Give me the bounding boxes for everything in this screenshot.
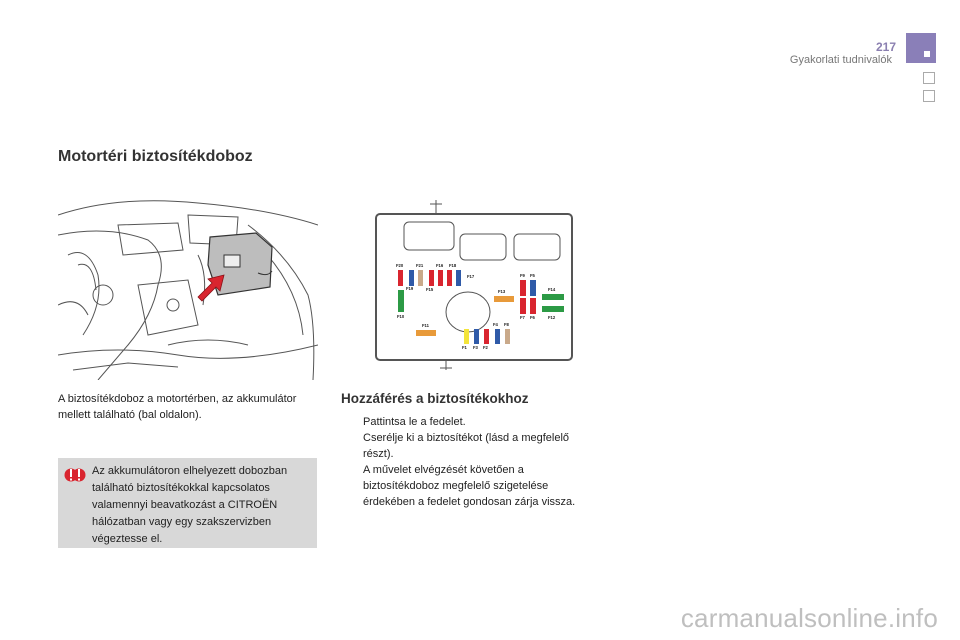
page-number: 217: [875, 40, 896, 54]
fuse-label: F20: [396, 263, 404, 268]
fuse-f16: [438, 270, 443, 286]
fuse-f12: [542, 306, 564, 312]
fuse-label: F17: [467, 274, 475, 279]
fuse-f1: [464, 329, 469, 344]
exclamation-icon: [64, 464, 86, 486]
body-text: A biztosítékdoboz a motortérben, az akkumulátor mellett található (bal oldalon).: [58, 393, 297, 421]
step-text: A művelet elvégzését követően a biztosítékdoboz megfelelő szigetelése érdekében a fedelet gondosan zárja vissza.: [363, 464, 576, 508]
fuse-f11: [416, 330, 436, 336]
fuse-f9: [520, 280, 526, 296]
fuse-label: F21: [416, 263, 424, 268]
fuse-label: F6: [530, 315, 535, 320]
watermark: carmanualsonline.info: [680, 603, 938, 633]
section-tab: [906, 33, 936, 63]
fuse-box-diagram: [372, 198, 576, 370]
warning-text: Az akkumulátoron elhelyezett dobozban található biztosítékokkal kapcsolatos valamennyi beavatkozást a CITROËN hálózatban vagy egy szakszervizben végeztesse el.: [92, 465, 288, 545]
list-item: [341, 430, 581, 462]
fuse-f4: [495, 329, 500, 344]
fuse-label: F10: [397, 314, 405, 319]
fuse-box-svg: [372, 198, 576, 370]
fuse-label: F19: [406, 286, 414, 291]
step-text: Cserélje ki a biztosítékot (lásd a megfelelő részt).: [363, 432, 570, 460]
section-tab-marker: [924, 51, 930, 57]
fuse-label: F3: [473, 345, 478, 350]
fuse-label: F15: [426, 287, 434, 292]
fuse-label: F18: [449, 263, 457, 268]
section-tab-box-1: [923, 72, 935, 84]
fuse-f21: [418, 270, 423, 286]
list-item: [341, 414, 581, 430]
fuse-f15: [429, 270, 434, 286]
engine-bay-illustration: [58, 195, 318, 380]
fuse-f3: [474, 329, 479, 344]
warning-box: [58, 458, 317, 548]
page-title: Motortéri biztosítékdoboz: [58, 148, 253, 165]
fuse-f20: [398, 270, 403, 286]
fuse-label: F5: [530, 273, 535, 278]
fuse-label: F7: [520, 315, 525, 320]
section-tab-box-2: [923, 90, 935, 102]
access-steps: [341, 414, 581, 510]
fuse-label: F9: [520, 273, 525, 278]
fuse-label: F14: [548, 287, 556, 292]
engine-bay-drawing: [58, 195, 318, 380]
fuse-f18a: [447, 270, 452, 286]
fuse-f5: [530, 280, 536, 296]
fuse-f7: [520, 298, 526, 314]
fuse-f6: [530, 298, 536, 314]
fuse-label: F12: [548, 315, 556, 320]
fuse-label: F2: [483, 345, 488, 350]
fuse-f14: [542, 294, 564, 300]
fuse-label: F8: [504, 322, 509, 327]
fuse-label: F11: [422, 323, 429, 328]
fuse-f13: [494, 296, 514, 302]
red-arrow-icon: [198, 275, 224, 301]
fuse-label: F13: [498, 289, 506, 294]
fuse-label: F1: [462, 345, 467, 350]
fuse-f18b: [456, 270, 461, 286]
list-item: [341, 462, 581, 510]
fuse-f19a: [409, 270, 414, 286]
section-title: Gyakorlati tudnivalók: [789, 54, 892, 66]
fuse-f10: [398, 290, 404, 312]
fuse-f2: [484, 329, 489, 344]
step-text: Pattintsa le a fedelet.: [363, 416, 466, 428]
access-title: Hozzáférés a biztosítékokhoz: [341, 391, 529, 406]
fuse-label: F4: [493, 322, 498, 327]
fuse-label: F16: [436, 263, 444, 268]
fuse-f8: [505, 329, 510, 344]
